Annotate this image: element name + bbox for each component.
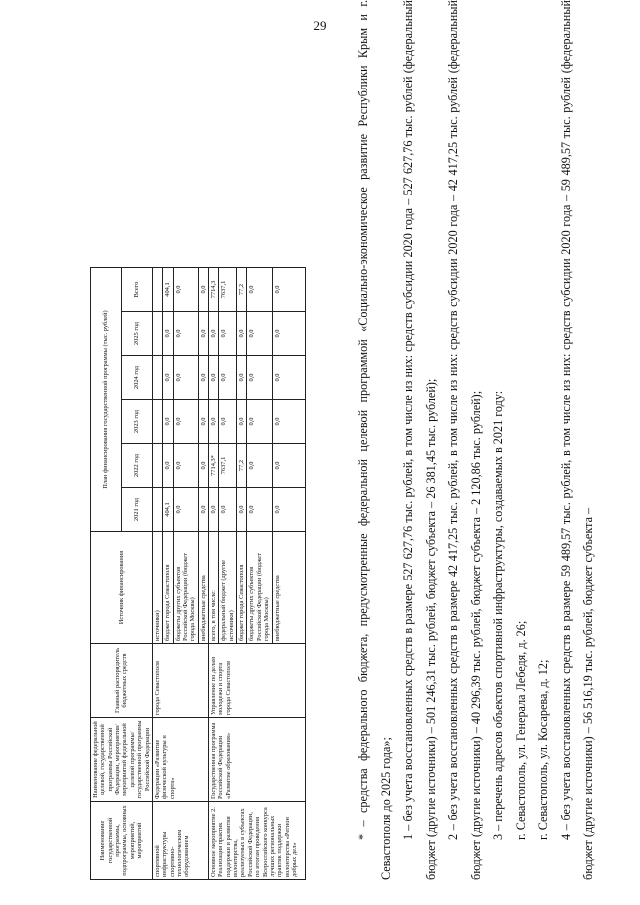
source-cell: бюджет города Севастополя	[163, 532, 173, 644]
value-cell: 0,0	[173, 312, 198, 356]
value-cell: 0,0	[219, 400, 237, 444]
value-cell: 0,0	[198, 400, 208, 444]
source-cell: федеральный бюджет (другие источники)	[219, 532, 237, 644]
value-cell: 0,0	[209, 312, 219, 356]
value-cell: 404,1	[163, 268, 173, 312]
value-cell: 0,0	[272, 488, 305, 532]
value-cell: 0,0	[163, 356, 173, 400]
page-number: 29	[313, 18, 327, 33]
value-cell: 0,0	[237, 400, 247, 444]
footnote: 3 – перечень адресов объектов спортивной инфраструктуры, создаваемых в 2021 году:	[491, 390, 505, 840]
header-plan-group: План финансирования государственной программы (тыс. рублей)	[91, 268, 122, 532]
value-cell: 0,0	[163, 400, 173, 444]
value-cell: 0,0	[272, 312, 305, 356]
value-cell: 0,0	[163, 312, 173, 356]
value-cell: 0,0	[219, 312, 237, 356]
value-cell	[152, 488, 162, 532]
value-cell: 0,0	[247, 400, 272, 444]
table-header-row	[91, 268, 122, 880]
value-cell	[152, 268, 162, 312]
value-cell	[152, 312, 162, 356]
value-cell: 404,1	[163, 488, 173, 532]
header-year: 2021 год	[121, 488, 152, 532]
footnotes	[352, 0, 600, 880]
value-cell: 7714,3	[209, 268, 219, 312]
value-cell: 7714,3*	[209, 444, 219, 488]
header-year: 2022 год	[121, 444, 152, 488]
address-line: г. Севастополь, ул. Генерала Лебедя, д. 26;	[513, 620, 528, 840]
header-year: 2023 год	[121, 400, 152, 444]
financing-table	[90, 267, 306, 880]
value-cell: 0,0	[237, 356, 247, 400]
value-cell: 0,0	[173, 356, 198, 400]
value-cell: 77,2	[237, 268, 247, 312]
value-cell: 0,0	[237, 488, 247, 532]
table-row	[152, 268, 162, 880]
value-cell: 0,0	[198, 444, 208, 488]
header-total: Всего	[121, 268, 152, 312]
value-cell: 0,0	[237, 312, 247, 356]
address-line: г. Севастополь, ул. Косарева, д. 12;	[536, 659, 550, 840]
value-cell: 0,0	[209, 400, 219, 444]
manager-cell: Управление по делам молодежи и спорта города Севастополя	[209, 644, 306, 718]
value-cell	[152, 400, 162, 444]
value-cell	[152, 356, 162, 400]
rotated-page-content	[90, 0, 630, 880]
source-cell: внебюджетные средства	[272, 532, 305, 644]
footnote: 2 – без учета восстановленных средств в размере 42 417,25 тыс. рублей, в том числе из них: средств субсидии 2020 года – 42 417,25 тыс. рублей (федеральный бюджет (другие источники) – 40 296,39 тыс. рублей, бюджет субъекта – 2 120,86 тыс. рублей);	[446, 0, 483, 880]
header-source: Источник финансирования	[91, 532, 153, 644]
value-cell: 0,0	[173, 488, 198, 532]
value-cell: 0,0	[272, 268, 305, 312]
value-cell: 0,0	[247, 444, 272, 488]
federal-program-cell: Государственная программа Российской Федерации «Развитие образования»	[209, 718, 306, 802]
source-cell: источники)	[152, 532, 162, 644]
value-cell: 7637,1	[219, 444, 237, 488]
value-cell: 0,0	[198, 312, 208, 356]
value-cell: 0,0	[219, 356, 237, 400]
value-cell: 0,0	[209, 488, 219, 532]
value-cell: 0,0	[198, 356, 208, 400]
value-cell: 0,0	[247, 488, 272, 532]
manager-cell: города Севастополя	[152, 644, 208, 718]
value-cell: 0,0	[173, 268, 198, 312]
value-cell: 0,0	[247, 312, 272, 356]
header-year: 2025 год	[121, 312, 152, 356]
header-manager: Главный распорядитель бюджетных средств	[91, 644, 153, 718]
event-cell: спортивной инфраструктуры спортивно-технологическим оборудованием	[152, 802, 208, 880]
header-event: Наименование государственной программы, подпрограммы, основных мероприятий, мероприятий	[91, 802, 153, 880]
footnote: * – средства федерального бюджета, предусмотренные федеральной целевой программой «Социально-экономическое развитие Республики Крым и г. Севастополя до 2025 года»;	[356, 0, 393, 880]
header-federal-program: Наименование федеральной целевой, государственной программы Российской Федерации, мероприятия/ мероприятий федеральной целевой программы/ государственной программы Российской Федерации	[91, 718, 153, 802]
value-cell: 0,0	[209, 356, 219, 400]
value-cell: 0,0	[247, 268, 272, 312]
value-cell: 0,0	[198, 488, 208, 532]
federal-program-cell: Федерации «Развитие физической культуры и спорта»	[152, 718, 208, 802]
source-cell: бюджет города Севастополя	[237, 532, 247, 644]
table-row	[209, 268, 219, 880]
value-cell: 77,2	[237, 444, 247, 488]
value-cell: 0,0	[272, 400, 305, 444]
value-cell: 0,0	[247, 356, 272, 400]
value-cell: 0,0	[173, 400, 198, 444]
footnote: 1 – без учета восстановленных средств в размере 527 627,76 тыс. рублей, в том числе из них: средств субсидии 2020 года – 527 627,76 тыс. рублей (федеральный бюджет (другие источники) – 501 246,31 тыс. рублей, бюджет субъекта – 26 381,45 тыс. рублей);	[401, 0, 438, 880]
source-cell: бюджеты других субъектов Российской Федерации (бюджет города Москвы)	[247, 532, 272, 644]
value-cell: 0,0	[173, 444, 198, 488]
source-cell: внебюджетные средства	[198, 532, 208, 644]
value-cell: 0,0	[272, 444, 305, 488]
event-cell: Основное мероприятие 2. Реализация практик поддержки и развития волонтерства, реализуемых в субъектах Российской Федерации, по итогам проведения Всероссийского конкурса лучших региональных практик поддержки волонтерства «Регион добрых дел»	[209, 802, 306, 880]
source-cell: бюджеты других субъектов Российской Федерации (бюджет города Москвы)	[173, 532, 198, 644]
value-cell: 0,0	[219, 488, 237, 532]
value-cell: 7637,1	[219, 268, 237, 312]
value-cell: 0,0	[198, 268, 208, 312]
footnote: 4 – без учета восстановленных средств в размере 59 489,57 тыс. рублей, в том числе из них: средств субсидии 2020 года – 59 489,57 тыс. рублей (федеральный бюджет (другие источники) – 56 516,19 тыс. рублей, бюджет субъекта –	[558, 0, 595, 880]
value-cell: 0,0	[163, 444, 173, 488]
value-cell	[152, 444, 162, 488]
header-year: 2024 год	[121, 356, 152, 400]
source-cell: всего, в том числе:	[209, 532, 219, 644]
value-cell: 0,0	[272, 356, 305, 400]
